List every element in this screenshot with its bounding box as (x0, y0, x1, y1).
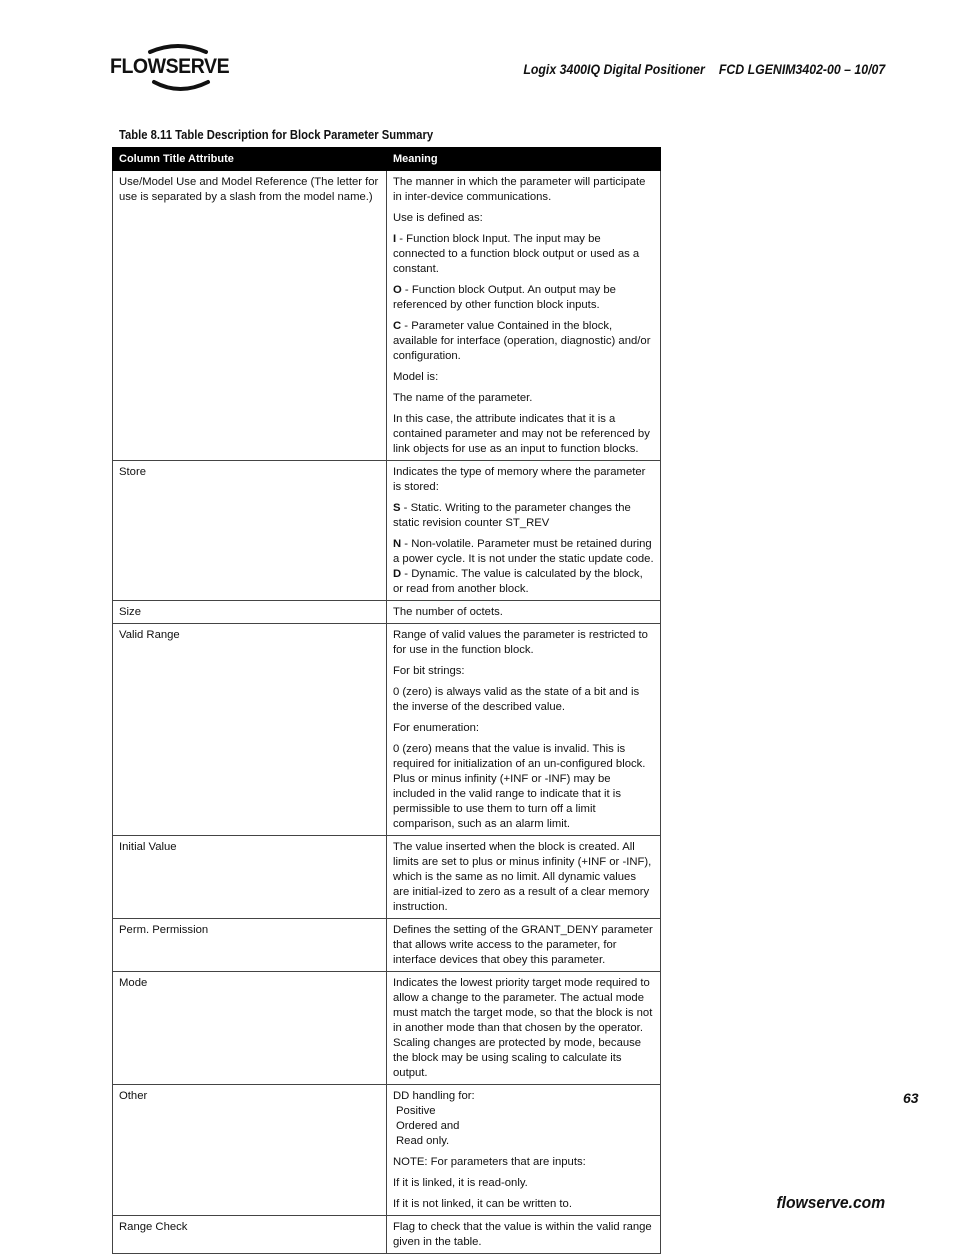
meaning-paragraph (393, 283, 654, 313)
meaning-text: The manner in which the parameter will participate in inter-device communications. (393, 176, 646, 203)
attribute-cell: Mode (113, 972, 387, 1085)
meaning-text: NOTE: For parameters that are inputs: (393, 1156, 586, 1168)
column-header-attribute: Column Title Attribute (113, 148, 387, 171)
meaning-text: For bit strings: (393, 665, 465, 677)
meaning-text: - Parameter value Contained in the block, available for interface (operation, diagnostic) and/or configuration. (393, 320, 651, 362)
meaning-paragraph (393, 1134, 654, 1149)
document-code: FCD LGENIM3402-00 – 10/07 (718, 61, 885, 77)
meaning-cell (387, 836, 661, 919)
page-header (523, 61, 885, 77)
table-row (113, 461, 661, 601)
table-row (113, 836, 661, 919)
table-row (113, 1085, 661, 1216)
meaning-paragraph (393, 370, 654, 385)
meaning-text: Indicates the lowest priority target mode required to allow a change to the parameter. The actual mode must match the target mode, so that the block is not in another mode than that chosen by the operator. Scaling changes are protected by mode, because the block may be using scaling to calculate its output. (393, 977, 653, 1079)
meaning-text: The number of octets. (393, 606, 503, 618)
meaning-text: - Function block Input. The input may be connected to a function block output or used as a constant. (393, 233, 640, 275)
meaning-text: Ordered and (396, 1120, 460, 1132)
meaning-text: If it is not linked, it can be written to. (393, 1198, 572, 1210)
meaning-paragraph (393, 1089, 654, 1104)
meaning-cell (387, 919, 661, 972)
meaning-paragraph (393, 1197, 654, 1212)
meaning-text: 0 (zero) is always valid as the state of a bit and is the inverse of the described value. (393, 686, 640, 713)
meaning-cell (387, 1085, 661, 1216)
meaning-cell (387, 601, 661, 624)
meaning-paragraph (393, 211, 654, 226)
attribute-cell: Other (113, 1085, 387, 1216)
attribute-cell: Store (113, 461, 387, 601)
meaning-text: Use is defined as: (393, 212, 483, 224)
table-row (113, 919, 661, 972)
meaning-text: - Function block Output. An output may be referenced by other function block inputs. (393, 284, 616, 311)
table-row (113, 624, 661, 836)
column-header-meaning: Meaning (387, 148, 661, 171)
meaning-text: Range of valid values the parameter is restricted to for use in the function block. (393, 629, 648, 656)
meaning-paragraph (393, 742, 654, 832)
meaning-text: In this case, the attribute indicates that it is a contained parameter and may not be referenced by link objects for use as an input to function blocks. (393, 413, 650, 455)
meaning-paragraph (393, 1155, 654, 1170)
code-letter: I (393, 233, 397, 245)
meaning-text: Indicates the type of memory where the parameter is stored: (393, 466, 646, 493)
meaning-cell (387, 461, 661, 601)
code-letter: C (393, 320, 402, 332)
product-title: Logix 3400IQ Digital Positioner (523, 61, 705, 77)
code-letter: O (393, 284, 402, 296)
meaning-paragraph (393, 232, 654, 277)
attribute-cell: Initial Value (113, 836, 387, 919)
attribute-cell: Use/Model Use and Model Reference (The letter for use is separated by a slash from the model name.) (113, 171, 387, 461)
meaning-paragraph (393, 175, 654, 205)
meaning-paragraph (393, 923, 654, 968)
meaning-cell (387, 171, 661, 461)
brand-name: FLOWSERVE (110, 55, 230, 78)
meaning-paragraph (393, 319, 654, 364)
meaning-paragraph (393, 412, 654, 457)
footer-website: flowserve.com (776, 1193, 885, 1212)
table-header-row (113, 148, 661, 171)
meaning-paragraph (393, 567, 654, 597)
meaning-text: Positive (396, 1105, 436, 1117)
attribute-cell: Range Check (113, 1216, 387, 1254)
meaning-text: 0 (zero) means that the value is invalid. This is required for initialization of an un-configured block. Plus or minus infinity (+INF or -INF) may be included in the valid range to indicate that it is permissible to use them to turn off a limit comparison, such as an alarm limit. (393, 743, 646, 830)
table-row (113, 171, 661, 461)
meaning-paragraph (393, 1176, 654, 1191)
flowserve-logo (110, 42, 250, 94)
meaning-paragraph (393, 605, 654, 620)
table-row (113, 601, 661, 624)
meaning-paragraph (393, 721, 654, 736)
meaning-paragraph (393, 1220, 654, 1250)
meaning-paragraph (393, 501, 654, 531)
meaning-text: - Dynamic. The value is calculated by the block, or read from another block. (393, 568, 643, 595)
table-caption: Table 8.11 Table Description for Block Parameter Summary (119, 128, 434, 142)
meaning-paragraph (393, 1104, 654, 1119)
meaning-paragraph (393, 840, 654, 915)
attribute-cell: Size (113, 601, 387, 624)
meaning-text: Flag to check that the value is within the valid range given in the table. (393, 1221, 652, 1248)
meaning-text: Model is: (393, 371, 439, 383)
code-letter: S (393, 502, 401, 514)
attribute-cell: Perm. Permission (113, 919, 387, 972)
code-letter: N (393, 538, 402, 550)
code-letter: D (393, 568, 402, 580)
meaning-text: For enumeration: (393, 722, 480, 734)
meaning-cell (387, 624, 661, 836)
meaning-paragraph (393, 976, 654, 1081)
meaning-text: The name of the parameter. (393, 392, 533, 404)
table-row (113, 972, 661, 1085)
meaning-text: - Static. Writing to the parameter changes the static revision counter ST_REV (393, 502, 631, 529)
meaning-paragraph (393, 465, 654, 495)
meaning-text: Defines the setting of the GRANT_DENY parameter that allows write access to the parameter, for interface devices that obey this parameter. (393, 924, 653, 966)
meaning-paragraph (393, 537, 654, 567)
meaning-paragraph (393, 1119, 654, 1134)
attribute-cell: Valid Range (113, 624, 387, 836)
meaning-cell (387, 972, 661, 1085)
meaning-paragraph (393, 685, 654, 715)
meaning-text: Read only. (396, 1135, 450, 1147)
meaning-text: If it is linked, it is read-only. (393, 1177, 528, 1189)
meaning-paragraph (393, 664, 654, 679)
parameter-summary-table (112, 147, 661, 1254)
page-number: 63 (903, 1090, 919, 1106)
meaning-paragraph (393, 628, 654, 658)
meaning-paragraph (393, 391, 654, 406)
meaning-text: The value inserted when the block is created. All limits are set to plus or minus infinity (+INF or -INF), which is the same as no limit. All dynamic values are initial-ized to zero as a result of a clear memory instruction. (393, 841, 652, 913)
meaning-text: DD handling for: (393, 1090, 475, 1102)
meaning-text: - Non-volatile. Parameter must be retained during a power cycle. It is not under the static update code. (393, 538, 654, 565)
